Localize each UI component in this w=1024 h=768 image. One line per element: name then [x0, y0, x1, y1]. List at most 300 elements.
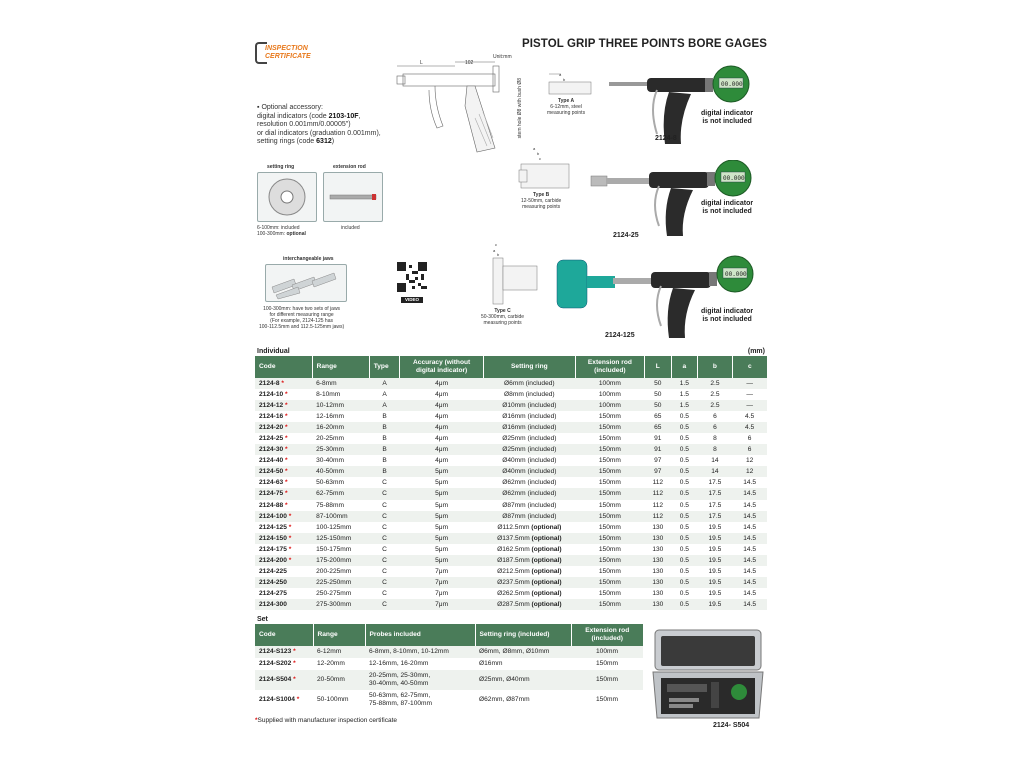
cell-c: 6: [732, 433, 767, 444]
cell-setting-ring: Ø62mm (included): [483, 477, 575, 488]
cell-range: 20-50mm: [313, 670, 365, 690]
cell-l: 65: [645, 422, 672, 433]
cell-l: 50: [645, 389, 672, 400]
cell-accuracy: 5μm: [400, 533, 484, 544]
cell-l: 130: [645, 544, 672, 555]
star-mark: *: [283, 457, 288, 465]
cell-extension-rod: 150mm: [575, 599, 644, 610]
setting-ring-label: setting ring: [267, 164, 295, 170]
star-mark: *: [294, 696, 300, 703]
cell-a: 0.5: [671, 577, 698, 588]
table-row: [255, 670, 643, 690]
cell-range: 6-8mm: [312, 378, 369, 389]
unit-label: Unit:mm: [493, 54, 512, 60]
star-mark: *: [286, 545, 292, 553]
cell-range: 40-50mm: [312, 466, 369, 477]
cell-l: 97: [645, 466, 672, 477]
cell-extension-rod: 150mm: [575, 466, 644, 477]
optional-accessory-text: ▪ Optional accessory: digital indicators (code 2103-10F, resolution 0.001mm/0.00005") or dial indicators (graduation 0.001mm), setting rings (code 6312): [257, 104, 381, 145]
cell-c: 14.5: [732, 500, 767, 511]
cell-l: 91: [645, 444, 672, 455]
cell-setting-ring: Ø6mm (included): [483, 378, 575, 389]
setting-ring-image: [257, 172, 317, 222]
cell-setting-ring: Ø187.5mm (optional): [483, 555, 575, 566]
star-mark: *: [283, 391, 288, 399]
col-l: L: [645, 356, 672, 378]
cell-setting-ring: Ø137.5mm (optional): [483, 533, 575, 544]
col-type: Type: [369, 356, 400, 378]
star-mark: *: [286, 556, 292, 564]
cell-code: 2124-225: [255, 566, 312, 577]
cell-setting-ring: Ø212.5mm (optional): [483, 566, 575, 577]
cell-l: 130: [645, 555, 672, 566]
cell-a: 0.5: [671, 544, 698, 555]
cell-accuracy: 7μm: [400, 588, 484, 599]
cell-l: 130: [645, 599, 672, 610]
cell-extension-rod: 150mm: [575, 577, 644, 588]
cell-l: 130: [645, 522, 672, 533]
dim-l: L: [420, 60, 423, 66]
star-mark: *: [283, 501, 288, 509]
extension-rod-caption: included: [341, 225, 360, 231]
cell-b: 8: [698, 433, 733, 444]
type-c-caption: Type C 50-300mm, carbide measuring points: [481, 308, 525, 326]
cell-accuracy: 7μm: [400, 599, 484, 610]
cell-range: 62-75mm: [312, 488, 369, 499]
cell-b: 19.5: [698, 533, 733, 544]
cell-setting-ring: Ø237.5mm (optional): [483, 577, 575, 588]
cell-l: 50: [645, 378, 672, 389]
cell-a: 0.5: [671, 477, 698, 488]
star-mark: *: [283, 446, 288, 454]
cell-l: 91: [645, 433, 672, 444]
individual-label: Individual: [257, 348, 290, 355]
gauge-2124-125-image: [555, 252, 760, 342]
cell-setting-ring: Ø25mm (included): [483, 444, 575, 455]
cell-type: C: [369, 577, 400, 588]
cell-b: 6: [698, 411, 733, 422]
cell-a: 0.5: [671, 500, 698, 511]
cell-extension-rod: 100mm: [575, 389, 644, 400]
type-c-label-c: c: [495, 242, 497, 247]
table-row: [255, 378, 767, 389]
cell-accuracy: 4μm: [400, 411, 484, 422]
star-mark: *: [286, 523, 292, 531]
cell-code: 2124-88 *: [255, 500, 312, 511]
cell-a: 0.5: [671, 566, 698, 577]
cell-code: 2124-250: [255, 577, 312, 588]
footnote: *Supplied with manufacturer inspection certificate: [255, 717, 397, 724]
cell-b: 17.5: [698, 477, 733, 488]
cell-c: 14.5: [732, 522, 767, 533]
cell-type: C: [369, 488, 400, 499]
cell-b: 17.5: [698, 500, 733, 511]
cell-range: 250-275mm: [312, 588, 369, 599]
cell-type: C: [369, 555, 400, 566]
cell-b: 19.5: [698, 577, 733, 588]
cell-range: 200-225mm: [312, 566, 369, 577]
cell-code: 2124-10 *: [255, 389, 312, 400]
set-table: [255, 624, 643, 710]
type-b-diagram: [517, 144, 573, 194]
cell-c: 14.5: [732, 555, 767, 566]
table-row: [255, 522, 767, 533]
cell-a: 0.5: [671, 511, 698, 522]
cell-type: C: [369, 477, 400, 488]
cell-a: 0.5: [671, 533, 698, 544]
cell-setting-ring: Ø8mm (included): [483, 389, 575, 400]
cell-code: 2124-63 *: [255, 477, 312, 488]
cell-type: C: [369, 533, 400, 544]
cell-range: 87-100mm: [312, 511, 369, 522]
type-c-label-a: a: [493, 248, 496, 253]
cell-c: 14.5: [732, 544, 767, 555]
cell-l: 130: [645, 588, 672, 599]
cell-accuracy: 7μm: [400, 577, 484, 588]
col-b: b: [698, 356, 733, 378]
cell-b: 19.5: [698, 599, 733, 610]
table-row: [255, 658, 643, 670]
extension-rod-image: [323, 172, 383, 222]
table-row: [255, 389, 767, 400]
cell-accuracy: 5μm: [400, 522, 484, 533]
cell-c: —: [732, 378, 767, 389]
cell-code: 2124-S1004 *: [255, 690, 313, 710]
cell-extension-rod: 150mm: [571, 670, 643, 690]
cell-a: 1.5: [671, 389, 698, 400]
cell-extension-rod: 150mm: [571, 690, 643, 710]
cell-accuracy: 5μm: [400, 477, 484, 488]
star-mark: *: [291, 648, 296, 655]
cell-type: C: [369, 500, 400, 511]
set-col-probes: Probes included: [365, 624, 475, 646]
cell-type: B: [369, 466, 400, 477]
cell-accuracy: 5μm: [400, 511, 484, 522]
cell-c: 14.5: [732, 477, 767, 488]
table-row: [255, 511, 767, 522]
cell-range: 150-175mm: [312, 544, 369, 555]
gauge-2-display: 00.000: [723, 175, 745, 182]
cell-b: 19.5: [698, 544, 733, 555]
table-row: [255, 477, 767, 488]
cell-extension-rod: 150mm: [575, 411, 644, 422]
table-row: [255, 466, 767, 477]
cell-probes: 6-8mm, 8-10mm, 10-12mm: [365, 646, 475, 658]
page-title: PISTOL GRIP THREE POINTS BORE GAGES: [521, 38, 767, 50]
cell-setting-ring: Ø25mm (included): [483, 433, 575, 444]
star-mark: *: [291, 660, 296, 667]
table-row: [255, 500, 767, 511]
star-mark: *: [286, 534, 292, 542]
cell-extension-rod: 150mm: [575, 533, 644, 544]
catalog-page: [255, 32, 767, 752]
cell-setting-ring: Ø112.5mm (optional): [483, 522, 575, 533]
cell-setting-ring: Ø62mm (included): [483, 488, 575, 499]
star-mark: *: [279, 380, 284, 388]
cell-l: 50: [645, 400, 672, 411]
extension-rod-label: extension rod: [333, 164, 366, 170]
cell-b: 17.5: [698, 488, 733, 499]
cell-range: 20-25mm: [312, 433, 369, 444]
table-row: [255, 488, 767, 499]
cell-b: 19.5: [698, 522, 733, 533]
gauge-2-model: 2124-25: [613, 232, 639, 239]
star-mark: *: [283, 424, 288, 432]
cell-accuracy: 5μm: [400, 500, 484, 511]
cell-accuracy: 5μm: [400, 466, 484, 477]
cell-l: 112: [645, 477, 672, 488]
cell-accuracy: 5μm: [400, 488, 484, 499]
cell-type: C: [369, 511, 400, 522]
cell-type: A: [369, 389, 400, 400]
gauge-1-note: digital indicator is not included: [701, 110, 754, 125]
cell-setting-ring: Ø40mm (included): [483, 455, 575, 466]
cell-c: 6: [732, 444, 767, 455]
cell-setting-ring: Ø10mm (included): [483, 400, 575, 411]
setting-ring-caption: 6-100mm: included 100-300mm: optional: [257, 225, 306, 237]
cell-l: 65: [645, 411, 672, 422]
cell-b: 2.5: [698, 389, 733, 400]
cell-setting-ring: Ø16mm (included): [483, 422, 575, 433]
cell-extension-rod: 100mm: [571, 646, 643, 658]
cell-accuracy: 4μm: [400, 422, 484, 433]
table-row: [255, 433, 767, 444]
cell-code: 2124-150 *: [255, 533, 312, 544]
cell-b: 17.5: [698, 511, 733, 522]
cell-setting-ring: Ø262.5mm (optional): [483, 588, 575, 599]
cell-range: 75-88mm: [312, 500, 369, 511]
table-row: [255, 444, 767, 455]
cell-extension-rod: 150mm: [575, 555, 644, 566]
cell-code: 2124-175 *: [255, 544, 312, 555]
cell-b: 8: [698, 444, 733, 455]
cell-l: 130: [645, 566, 672, 577]
cell-b: 14: [698, 466, 733, 477]
cell-range: 12-16mm: [312, 411, 369, 422]
cell-type: C: [369, 599, 400, 610]
cell-range: 100-125mm: [312, 522, 369, 533]
cell-accuracy: 5μm: [400, 544, 484, 555]
cell-b: 14: [698, 455, 733, 466]
cell-range: 30-40mm: [312, 455, 369, 466]
gauge-1-display: 00.000: [721, 81, 743, 88]
cell-extension-rod: 150mm: [575, 477, 644, 488]
cell-code: 2124-275: [255, 588, 312, 599]
cell-c: 4.5: [732, 422, 767, 433]
cell-code: 2124-40 *: [255, 455, 312, 466]
cell-c: —: [732, 400, 767, 411]
cell-b: 2.5: [698, 378, 733, 389]
cell-code: 2124-200 *: [255, 555, 312, 566]
cell-setting-ring: Ø25mm, Ø40mm: [475, 670, 571, 690]
cell-accuracy: 4μm: [400, 400, 484, 411]
cell-a: 0.5: [671, 555, 698, 566]
cell-code: 2124-300: [255, 599, 312, 610]
cell-b: 19.5: [698, 555, 733, 566]
cell-l: 130: [645, 533, 672, 544]
star-mark: *: [286, 512, 292, 520]
cell-accuracy: 5μm: [400, 555, 484, 566]
cell-a: 0.5: [671, 422, 698, 433]
cell-a: 0.5: [671, 488, 698, 499]
type-a-label-a: a: [559, 72, 562, 77]
cell-type: B: [369, 411, 400, 422]
col-accuracy: Accuracy (without digital indicator): [400, 356, 484, 378]
set-col-extension-rod: Extension rod (included): [571, 624, 643, 646]
set-label: Set: [257, 616, 268, 623]
stem-hole-note: stem hole Ø8 with bush Ø8: [517, 78, 523, 139]
cell-type: B: [369, 433, 400, 444]
gauge-3-model: 2124-125: [605, 332, 635, 339]
table-row: [255, 646, 643, 658]
cell-type: B: [369, 444, 400, 455]
cell-type: B: [369, 422, 400, 433]
cell-range: 16-20mm: [312, 422, 369, 433]
cell-setting-ring: Ø40mm (included): [483, 466, 575, 477]
unit-mm-label: (mm): [747, 348, 765, 355]
jaws-image: [265, 264, 347, 302]
video-label: VIDEO: [401, 297, 423, 303]
cell-setting-ring: Ø6mm, Ø8mm, Ø10mm: [475, 646, 571, 658]
cell-a: 0.5: [671, 599, 698, 610]
table-row: [255, 455, 767, 466]
cell-accuracy: 4μm: [400, 433, 484, 444]
individual-table: [255, 356, 767, 610]
star-mark: *: [283, 413, 288, 421]
cell-code: 2124-125 *: [255, 522, 312, 533]
cell-c: 12: [732, 466, 767, 477]
cell-extension-rod: 150mm: [575, 588, 644, 599]
cell-code: 2124-100 *: [255, 511, 312, 522]
star-mark: *: [283, 490, 288, 498]
cell-range: 225-250mm: [312, 577, 369, 588]
star-mark: *: [283, 435, 288, 443]
type-a-diagram: [545, 70, 595, 100]
cell-c: 14.5: [732, 599, 767, 610]
video-qr-code[interactable]: [397, 262, 427, 302]
col-range: Range: [312, 356, 369, 378]
cell-extension-rod: 150mm: [575, 433, 644, 444]
cell-extension-rod: 100mm: [575, 400, 644, 411]
cell-extension-rod: 150mm: [575, 544, 644, 555]
cell-c: 14.5: [732, 577, 767, 588]
cell-accuracy: 4μm: [400, 378, 484, 389]
gauge-2124-8-image: [607, 64, 757, 154]
cell-l: 130: [645, 577, 672, 588]
cell-c: 14.5: [732, 566, 767, 577]
cell-range: 50-63mm: [312, 477, 369, 488]
cell-l: 112: [645, 488, 672, 499]
cell-extension-rod: 150mm: [575, 455, 644, 466]
cell-a: 0.5: [671, 433, 698, 444]
cell-code: 2124-8 *: [255, 378, 312, 389]
cell-b: 19.5: [698, 566, 733, 577]
star-mark: *: [283, 468, 288, 476]
cell-a: 0.5: [671, 444, 698, 455]
table-row: [255, 555, 767, 566]
cell-range: 6-12mm: [313, 646, 365, 658]
table-row: [255, 544, 767, 555]
set-col-code: Code: [255, 624, 313, 646]
cell-a: 1.5: [671, 400, 698, 411]
type-b-label-c: c: [539, 156, 541, 161]
type-c-label-b: b: [497, 252, 500, 257]
cell-extension-rod: 150mm: [575, 488, 644, 499]
cell-accuracy: 7μm: [400, 566, 484, 577]
cell-c: —: [732, 389, 767, 400]
cell-l: 112: [645, 500, 672, 511]
type-b-label-a: a: [533, 146, 536, 151]
cell-code: 2124-S202 *: [255, 658, 313, 670]
col-setting-ring: Setting ring: [483, 356, 575, 378]
cell-extension-rod: 150mm: [575, 444, 644, 455]
type-c-diagram: [489, 238, 541, 308]
cell-c: 14.5: [732, 588, 767, 599]
cell-a: 0.5: [671, 455, 698, 466]
case-model-label: 2124- S504: [713, 722, 750, 729]
gauge-2-note: digital indicator is not included: [701, 200, 754, 215]
cell-l: 97: [645, 455, 672, 466]
cell-type: A: [369, 400, 400, 411]
cell-type: C: [369, 522, 400, 533]
cell-c: 14.5: [732, 488, 767, 499]
table-row: [255, 411, 767, 422]
cell-code: 2124-S123 *: [255, 646, 313, 658]
col-code: Code: [255, 356, 312, 378]
table-row: [255, 588, 767, 599]
gauge-1-model: 2124-8: [655, 135, 677, 142]
cell-probes: 20-25mm, 25-30mm, 30-40mm, 40-50mm: [365, 670, 475, 690]
cell-code: 2124-50 *: [255, 466, 312, 477]
cell-a: 0.5: [671, 411, 698, 422]
star-mark: *: [283, 479, 288, 487]
cell-extension-rod: 150mm: [575, 511, 644, 522]
cell-range: 12-20mm: [313, 658, 365, 670]
cell-range: 125-150mm: [312, 533, 369, 544]
table-row: [255, 690, 643, 710]
col-extension-rod: Extension rod (included): [575, 356, 644, 378]
cell-setting-ring: Ø16mm (included): [483, 411, 575, 422]
type-b-caption: Type B 12-50mm, carbide measuring points: [521, 192, 562, 210]
col-a: a: [671, 356, 698, 378]
cell-extension-rod: 150mm: [575, 422, 644, 433]
jaws-caption: 100-300mm: have two sets of jaws for different measuring range (For example, 2124-125 has 100-112.5mm and 112.5-125mm jaws): [259, 306, 345, 330]
cell-c: 4.5: [732, 411, 767, 422]
table-row: [255, 400, 767, 411]
inspection-certificate-logo: INSPECTION CERTIFICATE: [255, 42, 325, 64]
cell-setting-ring: Ø287.5mm (optional): [483, 599, 575, 610]
gauge-3-note: digital indicator is not included: [701, 308, 754, 323]
cell-code: 2124-16 *: [255, 411, 312, 422]
cell-setting-ring: Ø87mm (included): [483, 500, 575, 511]
cell-range: 25-30mm: [312, 444, 369, 455]
cell-extension-rod: 150mm: [575, 566, 644, 577]
cell-type: C: [369, 588, 400, 599]
table-row: [255, 599, 767, 610]
dim-102: 102: [465, 60, 474, 66]
cell-extension-rod: 150mm: [575, 522, 644, 533]
cell-a: 0.5: [671, 522, 698, 533]
cell-extension-rod: 150mm: [571, 658, 643, 670]
cell-code: 2124-30 *: [255, 444, 312, 455]
cell-a: 0.5: [671, 466, 698, 477]
cell-probes: 12-16mm, 16-20mm: [365, 658, 475, 670]
jaws-label: interchangeable jaws: [283, 256, 334, 262]
type-a-caption: Type A 6-12mm, steel measuring points: [547, 98, 586, 116]
col-c: c: [732, 356, 767, 378]
cell-c: 14.5: [732, 511, 767, 522]
cell-accuracy: 4μm: [400, 455, 484, 466]
